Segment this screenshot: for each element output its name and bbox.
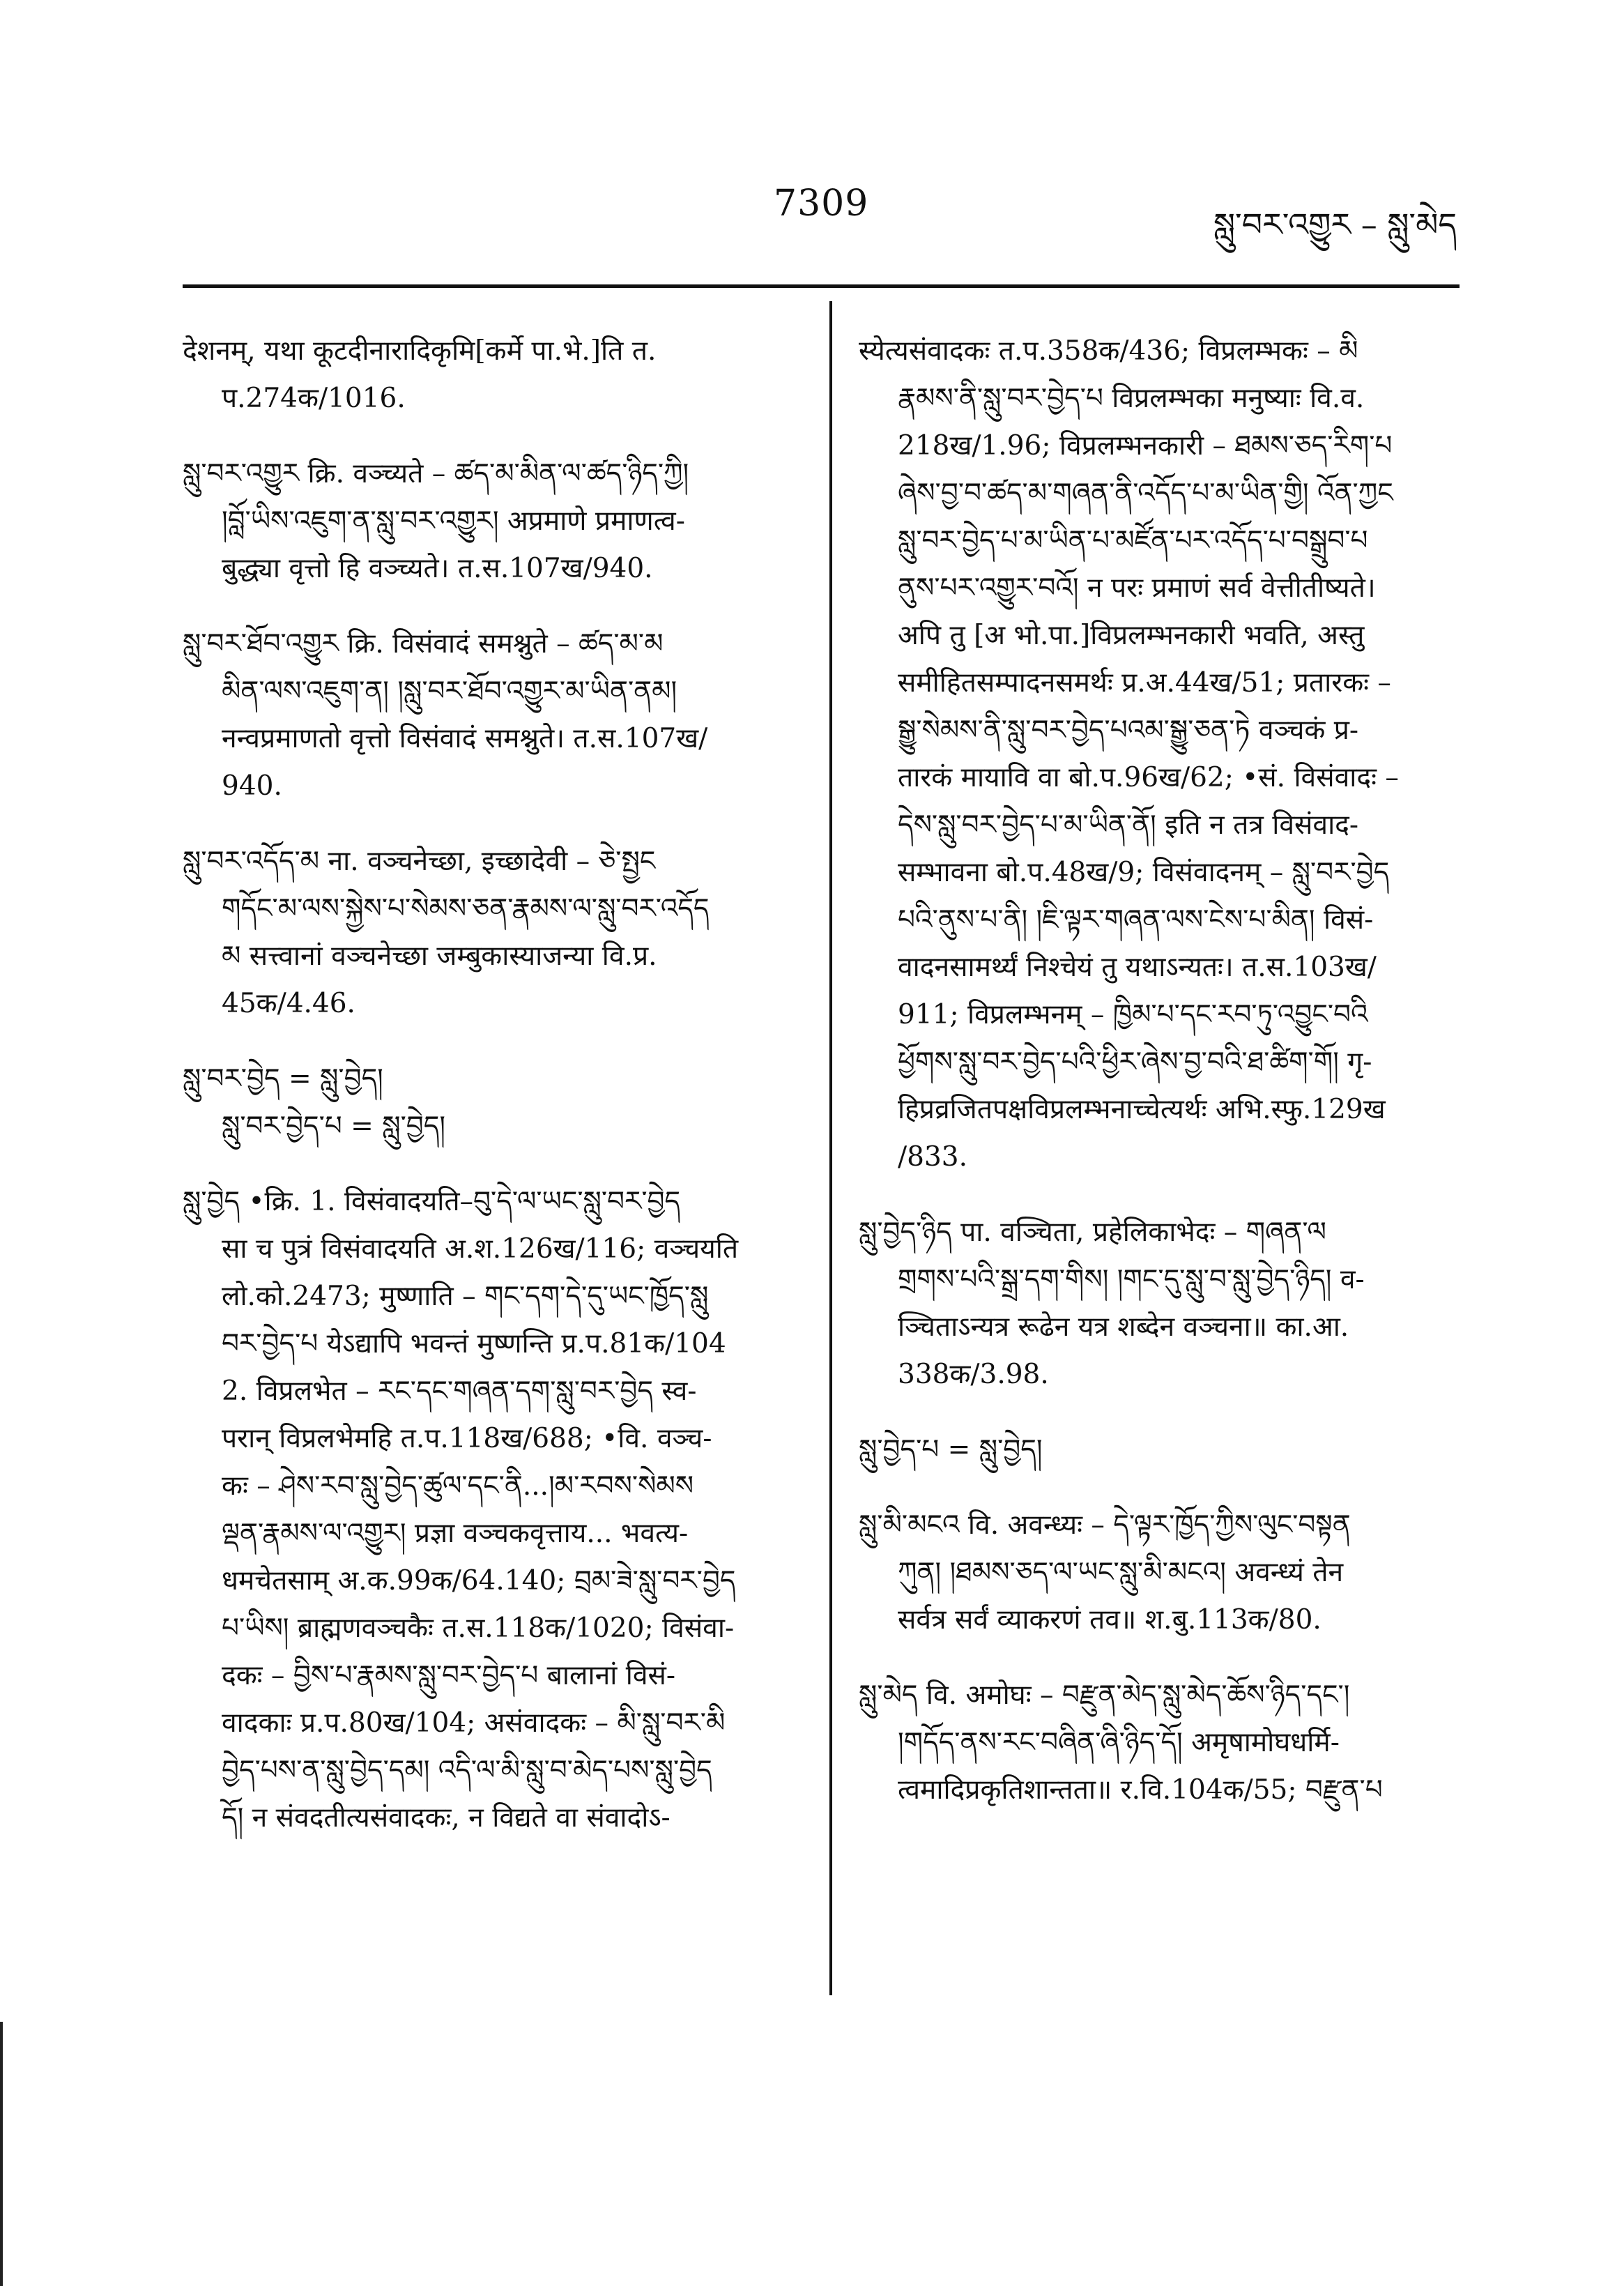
entry-line: वादनसामर्थ्यं निश्चेयं तु यथाऽन्यतः। त.स.103ख/ [898, 952, 1377, 983]
dictionary-entry [183, 1178, 803, 1842]
entry-headline: སླུ་བར་ཐོབ་འགྱུར क्रि. विसंवादं समश्नुते – ཚད་མ་མ [183, 628, 664, 660]
entry-line: སླུ་བར་བྱེད་པ = སླུ་བྱེད། [222, 1111, 445, 1142]
entry-line: སླུ་བར་བྱེད་པ་མ་ཡིན་པ་མཛོན་པར་འདོད་པ་བསྒྲུབ་པ [898, 525, 1368, 556]
dictionary-entry [183, 838, 803, 1028]
entry-headline: སླུ་བྱེད •क्रि. 1. विसंवादयति–བུ་དེ་ལ་ཡང་སླུ་བར་བྱེད [183, 1186, 681, 1217]
entry-line: གདོང་མ་ལས་སྐྱེས་པ་སེམས་ཅན་རྣམས་ལ་སླུ་བར་འདོད [222, 893, 710, 924]
entry-line: 218ख/1.96; विप्रलम्भनकारी – ཐམས་ཅད་རིག་པ [898, 430, 1393, 462]
entry-headline: སླུ་བར་འདོད་མ ना. वञ्चनेच्छा, इच्छादेवी – ཅེ་སྤྱང [183, 846, 656, 877]
entry-line: बुद्ध्या वृत्तो हि वञ्च्यते। त.स.107ख/940. [222, 553, 653, 584]
entry-line: सा च पुत्रं विसंवादयति अ.श.126ख/116; वञ्चयति [222, 1233, 739, 1265]
entry-line: परान् विप्रलभेमहि त.प.118ख/688; •वि. वञ्च- [222, 1423, 712, 1454]
entry-line: ཕྱོགས་སླུ་བར་བྱེད་པའི་ཕྱིར་ཞེས་བྱ་བའི་ཐ་ཚིག་གོ། गृ- [898, 1046, 1372, 1078]
entry-line: མིན་ལས་འཇུག་ན། །སླུ་བར་ཐོབ་འགྱུར་མ་ཡིན་ནམ། [222, 676, 677, 707]
entry-line: 911; विप्रलम्भनम् – ཁྱིམ་པ་དང་རབ་ཏུ་འབྱུང་བའི [898, 999, 1368, 1030]
dictionary-entry [859, 1209, 1472, 1399]
entry-line: ཞེས་བྱ་བ་ཚད་མ་གཞན་ནི་འདོད་པ་མ་ཡིན་གྱི། འོན་ཀྱང [898, 478, 1393, 509]
dictionary-entry [183, 328, 803, 422]
dictionary-entry [183, 620, 803, 810]
entry-line: 338क/3.98. [898, 1359, 1049, 1390]
entry-line: །གདོད་ནས་རང་བཞིན་ཞི་ཉིད་དོ། अमृषामोघधर्मि- [898, 1727, 1340, 1758]
entry-line: 2. विप्रलभेत – རང་དང་གཞན་དག་སླུ་བར་བྱེད स्व- [222, 1376, 697, 1407]
entry-headline: देशनम्, यथा कूटदीनारादिकृमि[कर्मे पा.भे.]ति त. [183, 335, 657, 367]
dictionary-entry [859, 328, 1472, 1181]
entry-headline: སླུ་མི་མངའ वि. अवन्ध्यः – དེ་ལྟར་ཁྱོད་ཀྱིས་ལུང་བསྟན [859, 1509, 1351, 1541]
entry-line: त्वमादिप्रकृतिशान्तता॥ र.वि.104क/55; བརྫུན་པ [898, 1774, 1383, 1806]
entry-line: वादकाः प्र.प.80ख/104; असंवादकः – མི་སླུ་བར་མི [222, 1707, 726, 1739]
entry-line: མ सत्त्वानां वञ्चनेच्छा जम्बुकास्याजन्या वि.प्र. [222, 940, 657, 972]
page-number: 7309 [774, 183, 869, 224]
entry-headline: སླུ་བར་བྱེད = སླུ་བྱེད། [183, 1063, 383, 1095]
entry-line: པ་ཡིས། ब्राह्मणवञ्चकैः त.स.118क/1020; विसंवा- [222, 1613, 735, 1644]
right-column [859, 328, 1472, 1842]
entry-headline: སླུ་བྱེད་ཉིད पा. वञ्चिता, प्रहेलिकाभेदः – གཞན་ལ [859, 1217, 1326, 1248]
entry-line: ནུས་པར་འགྱུར་བའོ། न परः प्रमाणं सर्व वेत्तीतीष्यते। [898, 572, 1376, 604]
entry-line: ལྡན་རྣམས་ལ་འགྱུར། प्रज्ञा वञ्चकवृत्ताय... भवत्य- [222, 1518, 689, 1549]
dictionary-entry [859, 1672, 1472, 1814]
column-rule [829, 301, 832, 1995]
entry-line: དོ། न संवदतीत्यसंवादकः, न विद्यते वा संवादोऽ- [222, 1802, 671, 1834]
entry-line: नन्वप्रमाणतो वृत्तो विसंवादं समश्नुते। त.स.107ख/ [222, 723, 708, 754]
entry-line: བྱེད་པས་ན་སླུ་བྱེད་དམ། འདི་ལ་མི་སླུ་བ་མེད་པས་སླུ་བྱེད [222, 1755, 712, 1786]
entry-line: लो.को.2473; मुष्णाति – གང་དག་དེ་དུ་ཡང་ཁྱོད་སླུ [222, 1281, 709, 1312]
entry-line: སྒྱུ་སེམས་ནི་སླུ་བར་བྱེད་པའམ་སྒྱུ་ཅན་ཏེ वञ्चकं प्र- [898, 715, 1359, 746]
entry-line: པའི་ནུས་པ་ནི། །ཇི་ལྟར་གཞན་ལས་ངེས་པ་མིན། विसं- [898, 904, 1374, 936]
entry-line: अपि तु [अ भो.पा.]विप्रलम्भनकारी भवति, अस्तु [898, 620, 1365, 651]
entry-line: हिप्रव्रजितपक्षविप्रलम्भनाच्चेत्यर्थः अभि.स्फु.129ख [898, 1094, 1386, 1125]
dictionary-entry [859, 1502, 1472, 1644]
entry-line: सर्वत्र सर्वं व्याकरणं तव॥ श.बु.113क/80. [898, 1604, 1322, 1636]
entry-headline: स्येत्यसंवादकः त.प.358क/436; विप्रलम्भकः – མི [859, 335, 1358, 367]
header-rule [183, 284, 1460, 288]
entry-headline: སླུ་མེད वि. अमोघः – བརྫུན་མེད་སླུ་མེད་ཆོས་ཉིད་དང་། [859, 1679, 1350, 1711]
dictionary-entry [183, 450, 803, 593]
entry-line: /833. [898, 1141, 967, 1173]
entry-line: सम्भावना बो.प.48ख/9; विसंवादनम् – སླུ་བར་བྱེད [898, 857, 1390, 888]
dictionary-entry [183, 1056, 803, 1150]
entry-line: दकः – བྱིས་པ་རྣམས་སླུ་བར་བྱེད་པ बालानां विसं- [222, 1660, 676, 1691]
entry-line: कः – ཤེས་རབ་སླུ་བྱེད་ཚུལ་དང་ནི...།མ་རབས་སེམས [222, 1470, 694, 1502]
entry-line: धमचेतसाम् अ.क.99क/64.140; བྲམ་ཟེ་སླུ་བར་བྱེད [222, 1565, 736, 1597]
left-column [183, 328, 803, 1870]
entry-line: समीहितसम्पादनसमर्थः प्र.अ.44ख/51; प्रतारकः – [898, 667, 1391, 699]
entry-line: ཀུན། །ཐམས་ཅད་ལ་ཡང་སླུ་མི་མངའ། अवन्ध्यं तेन [898, 1557, 1344, 1588]
entry-line: རྣམས་ནི་སླུ་བར་བྱེད་པ विप्रलम्भका मनुष्याः वि.व. [898, 383, 1365, 414]
entry-line: ञ्चिताऽन्यत्र रूढेन यत्र शब्देन वञ्चना॥ का.आ. [898, 1311, 1349, 1343]
entry-line: 45क/4.46. [222, 988, 355, 1019]
entry-line: དེས་སླུ་བར་བྱེད་པ་མ་ཡིན་ནོ། इति न तत्र विसंवाद- [898, 809, 1359, 841]
entry-line: །བློ་ཡིས་འཇུག་ན་སླུ་བར་འགྱུར། अप्रमाणे प्रमाणत्व- [222, 505, 685, 537]
entry-line: प.274क/1016. [222, 383, 406, 414]
entry-line: བར་བྱེད་པ येऽद्यापि भवन्तं मुष्णन्ति प्र.प.81क/104 [222, 1328, 726, 1359]
entry-headline: སླུ་བར་འགྱུར क्रि. वञ्च्यते – ཚད་མ་མིན་ལ་ཚད་ཉིད་ཀྱི། [183, 458, 689, 489]
entry-line: གྲགས་པའི་སྒྲ་དག་གིས། །གང་དུ་སླུ་བ་སླུ་བྱེད་ཉིད། व- [898, 1264, 1365, 1295]
entry-headline: སླུ་བྱེད་པ = སླུ་བྱེད། [859, 1434, 1043, 1465]
page-edge [0, 2022, 10, 2286]
entry-line: तारकं मायावि वा बो.प.96ख/62; •सं. विसंवादः – [898, 762, 1399, 793]
running-head: སླུ་བར་འགྱུར – སླུ་མེད [1213, 206, 1457, 243]
dictionary-entry [859, 1426, 1472, 1474]
entry-line: 940. [222, 770, 282, 802]
